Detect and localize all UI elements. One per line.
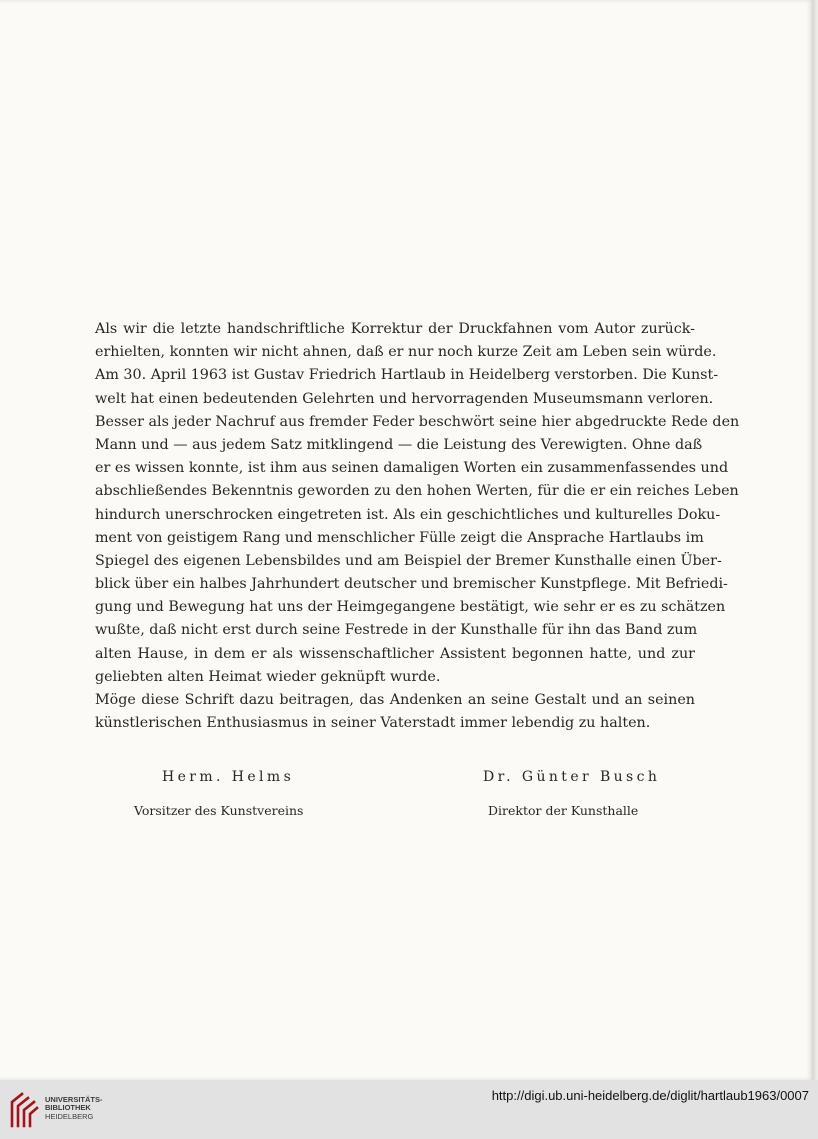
logo-line: BIBLIOTHEK xyxy=(45,1103,91,1113)
text-line: wußte, daß nicht erst durch seine Festrede in der Kunsthalle für ihn das Band zum xyxy=(95,622,698,639)
text-line: er es wissen konnte, ist ihm aus seinen damaligen Worten ein zusammenfassendes und xyxy=(95,460,729,477)
text-line: hindurch unerschrocken eingetreten ist. Als ein geschichtliches und kulturelles Doku- xyxy=(95,506,721,523)
library-logo-text xyxy=(45,1096,103,1121)
text-line: erhielten, konnten wir nicht ahnen, daß er nur noch kurze Zeit am Leben sein würde. xyxy=(95,344,717,361)
text-line: welt hat einen bedeutenden Gelehrten und hervorragenden Museumsmann verloren. xyxy=(95,390,714,407)
text-line: Spiegel des eigenen Lebensbildes und am Beispiel der Bremer Kunsthalle einen Über- xyxy=(95,552,722,569)
source-url-link[interactable]: http://digi.ub.uni-heidelberg.de/diglit/hartlaub1963/0007 xyxy=(491,1088,809,1103)
text-line: alten Hause, in dem er als wissenschaftlicher Assistent begonnen hatte, und zur xyxy=(95,645,695,662)
signature-role-left: Vorsitzer des Kunstvereins xyxy=(134,803,304,818)
signature-name-left: Herm. Helms xyxy=(162,769,295,785)
signature-role-right: Direktor der Kunsthalle xyxy=(488,803,639,818)
text-line: gung und Bewegung hat uns der Heimgegangene bestätigt, wie sehr er es zu schätzen xyxy=(95,599,726,616)
signature-name-right: Dr. Günter Busch xyxy=(483,769,661,785)
page-edge xyxy=(812,0,818,1080)
text-line: blick über ein halbes Jahrhundert deutscher und bremischer Kunstpflege. Mit Befriedi- xyxy=(95,576,728,593)
logo-line: UNIVERSITÄTS- xyxy=(45,1095,103,1104)
text-line: künstlerischen Enthusiasmus in seiner Vaterstadt immer lebendig zu halten. xyxy=(95,715,651,732)
text-line: Als wir die letzte handschriftliche Korrektur der Druckfahnen vom Autor zurück- xyxy=(95,321,695,337)
library-logo-icon xyxy=(9,1088,39,1128)
text-line: Besser als jeder Nachruf aus fremder Feder beschwört seine hier abgedruckte Rede den xyxy=(95,413,740,430)
text-line: Am 30. April 1963 ist Gustav Friedrich Hartlaub in Heidelberg verstorben. Die Kunst- xyxy=(95,367,719,384)
text-line: ment von geistigem Rang und menschlicher Fülle zeigt die Ansprache Hartlaubs im xyxy=(95,529,704,546)
text-line: geliebten alten Heimat wieder geknüpft wurde. xyxy=(95,668,441,685)
text-line: abschließendes Bekenntnis geworden zu den hohen Werten, für die er ein reiches Leben xyxy=(95,483,739,500)
text-line: Mann und — aus jedem Satz mitklingend — die Leistung des Verewigten. Ohne daß xyxy=(95,436,703,453)
text-line: Möge diese Schrift dazu beitragen, das Andenken an seine Gestalt und an seinen xyxy=(95,692,695,708)
body-text xyxy=(95,318,740,735)
logo-line: HEIDELBERG xyxy=(45,1111,94,1121)
